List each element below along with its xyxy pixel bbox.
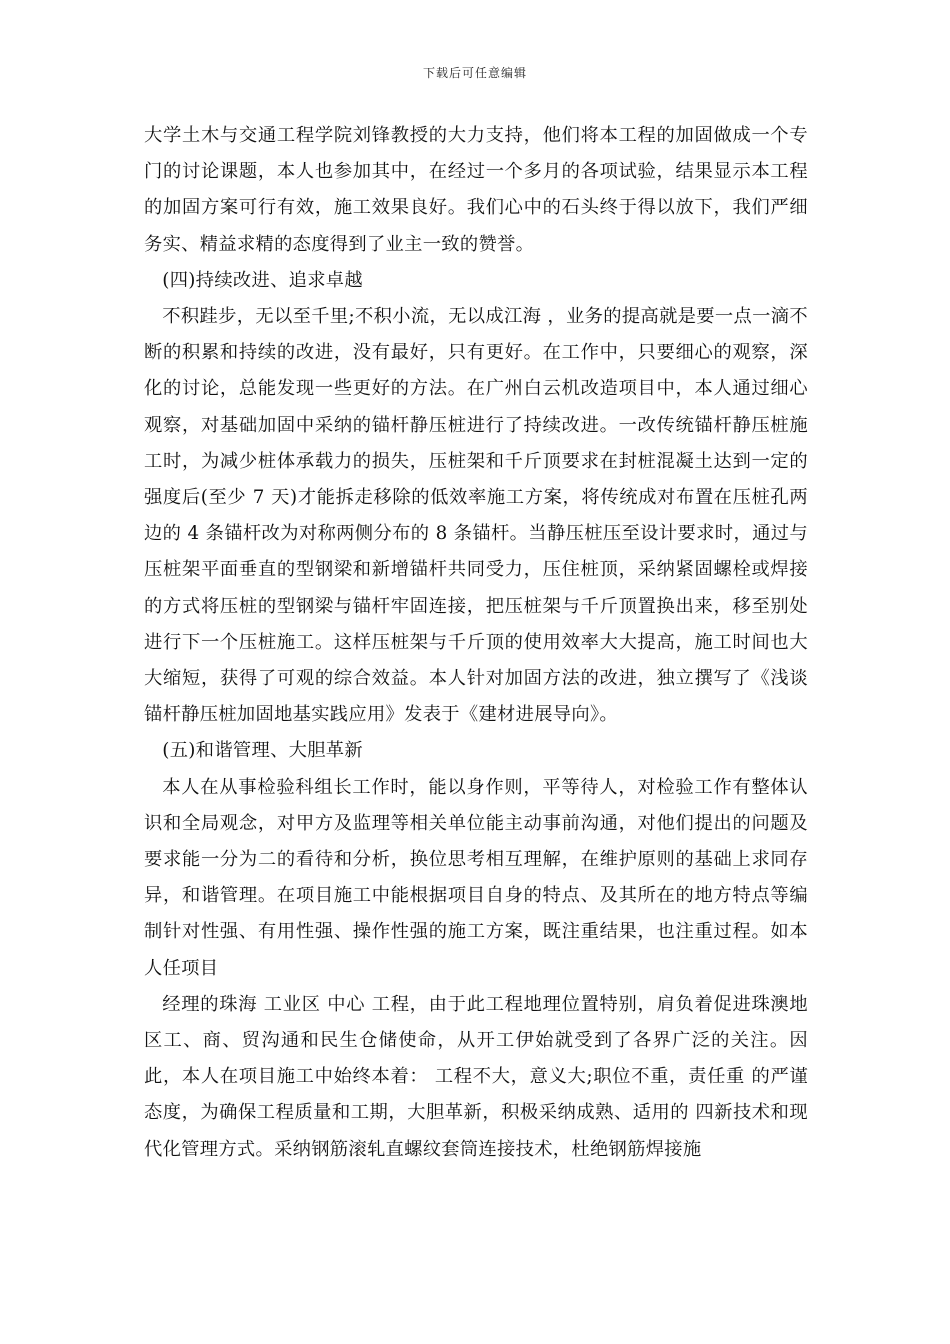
section-heading-4: (四)持续改进、追求卓越 — [162, 269, 363, 291]
paragraph-continuous-improvement: 不积跬步，无以至千里;不积小流，无以成江海 ，业务的提高就是要一点一滴不断的积累和持续的改进，没有最好，只有更好。在工作中，只要细心的观察，深化的讨论，总能发现一些更好的方法。在广州白云机改造项目中，本人通过细心观察，对基础加固中采纳的锚杆静压桩进行了持续改进。一改传统锚杆静压桩施工时，为减少桩体承载力的损失，压桩架和千斤顶要求在封桩混凝土达到一定的强度后(至少 7 天)才能拆走移除的低效率施工方案，将传统成对布置在压桩孔两边的 4 条锚杆改为对称两侧分布的 8 条锚杆。当静压桩压至设计要求时，通过与压桩架平面垂直的型钢梁和新增锚杆共同受力，压住桩顶，采纳紧固螺栓或焊接的方式将压桩的型钢梁与锚杆牢固连接，把压桩架与千斤顶置换出来，移至别处进行下一个压桩施工。这样压桩架与千斤顶的使用效率大大提高，施工时间也大大缩短，获得了可观的综合效益。本人针对加固方法的改进，独立撰写了《浅谈锚杆静压桩加固地基实践应用》发表于《建材进展导向》。 — [144, 306, 808, 726]
page-header: 下载后可任意编辑 — [422, 66, 527, 80]
document-body — [144, 118, 808, 1168]
paragraph-harmonious-management: 本人在从事检验科组长工作时，能以身作则，平等待人，对检验工作有整体认识和全局观念，对甲方及监理等相关单位能主动事前沟通，对他们提出的问题及要求能一分为二的看待和分析，换位思考相互理解，在维护原则的基础上求同存异，和谐管理。在项目施工中能根据项目自身的特点、及其所在的地方特点等编制针对性强、有用性强、操作性强的施工方案，既注重结果，也注重过程。如本人任项目 — [144, 776, 808, 979]
section-heading-5: (五)和谐管理、大胆革新 — [162, 740, 363, 762]
paragraph-project-manager: 经理的珠海 工业区 中心 工程，由于此工程地理位置特别，肩负着促进珠澳地区工、商、贸沟通和民生仓储使命，从开工伊始就受到了各界广泛的关注。因此，本人在项目施工中始终本着： 工程不大，意义大;职位不重，责任重 的严谨态度，为确保工程质量和工期，大胆革新，积极采纳成熟、适用的 四新技术和现代化管理方式。采纳钢筋滚轧直螺纹套筒连接技术，杜绝钢筋焊接施 — [144, 993, 808, 1160]
paragraph-continued: 大学土木与交通工程学院刘锋教授的大力支持，他们将本工程的加固做成一个专门的讨论课题，本人也参加其中，在经过一个多月的各项试验，结果显示本工程的加固方案可行有效，施工效果良好。我们心中的石头终于得以放下，我们严细务实、精益求精的态度得到了业主一致的赞誉。 — [144, 125, 808, 255]
